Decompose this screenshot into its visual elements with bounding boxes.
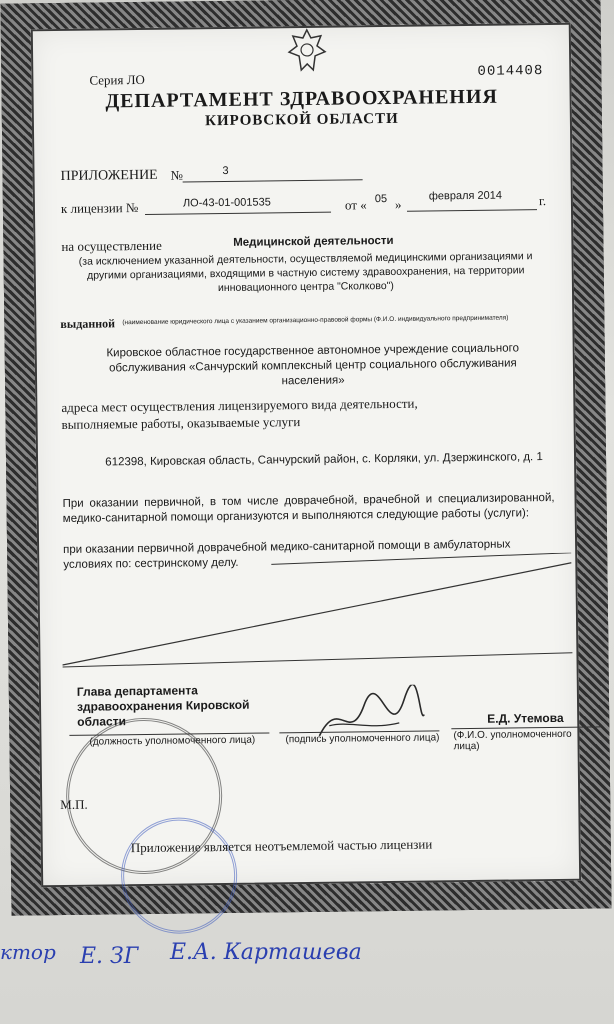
position-hint: (должность уполномоченного лица) xyxy=(89,734,256,748)
appendix-number: 3 xyxy=(222,164,229,177)
license-year-suffix: г. xyxy=(538,193,547,209)
license-month-year: февраля 2014 xyxy=(428,189,503,203)
appendix-no-sign: № xyxy=(170,167,184,183)
department-title: ДЕПАРТАМЕНТ ЗДРАВООХРАНЕНИЯ xyxy=(105,85,499,113)
license-day: 05 xyxy=(374,192,388,206)
license-number: ЛО-43-01-001535 xyxy=(182,196,271,210)
region-title: КИРОВСКОЙ ОБЛАСТИ xyxy=(204,110,399,130)
services-item: при оказании первичной доврачебной медико-санитарной помощи в амбулаторных условиях по: сестринскому делу. xyxy=(63,538,511,571)
issued-label: выданной xyxy=(60,316,116,331)
services-intro: При оказании первичной, в том числе доврачебной, врачебной и специализированной, медико-санитарной помощи организуются и выполняются следующие работы (услуги): xyxy=(62,491,555,525)
coat-of-arms-icon xyxy=(283,26,332,77)
footer-note: Приложение является неотъемлемой частью лицензии xyxy=(130,836,433,856)
mp-label: М.П. xyxy=(60,796,88,813)
document-number: 0014408 xyxy=(477,63,544,80)
activity-label: на осуществление xyxy=(61,237,162,254)
address-label: адреса мест осуществления лицензируемого вида деятельности, выполняемые работы, оказываемые услуги xyxy=(61,395,418,432)
signer-name: Е.Д. Утемова xyxy=(487,710,564,726)
name-hint: (Ф.И.О. уполномоченного лица) xyxy=(453,728,572,753)
series-label: Серия ЛО xyxy=(89,71,145,88)
appendix-label: ПРИЛОЖЕНИЕ xyxy=(60,167,158,184)
issued-hint: (наименование юридического лица с указанием организационно-правовой формы (Ф.И.О. индивидуального предпринимателя) xyxy=(122,314,509,327)
signer-position: Глава департамента здравоохранения Кировской области xyxy=(76,683,250,729)
sign-hint: (подпись уполномоченного лица) xyxy=(285,732,440,746)
license-from: от « xyxy=(344,197,367,213)
document-body xyxy=(31,23,581,888)
handwritten-right: Е.А. Карташева xyxy=(170,940,362,965)
address-value: 612398, Кировская область, Санчурский район, с. Корляки, ул. Дзержинского, д. 1 xyxy=(105,451,543,469)
handwritten-middle: Е. ЗГ xyxy=(80,944,139,969)
activity-description: (за исключением указанной деятельности, осуществляемой медицинскими организациями и другими организациями, входящими в частную систему здравоохранения, на территории инновационного центра "Сколково") xyxy=(78,250,533,295)
license-label: к лицензии № xyxy=(60,200,139,216)
handwritten-left: ктор xyxy=(0,940,56,964)
signature-scribble xyxy=(309,685,430,756)
activity-title: Медицинской деятельности xyxy=(233,234,394,249)
issued-organization: Кировское областное государственное автономное учреждение социального обслуживания «Санчурский комплексный центр социального обслуживания населения» xyxy=(106,342,520,388)
strike-lines xyxy=(61,553,582,669)
license-day-close: » xyxy=(394,196,402,212)
